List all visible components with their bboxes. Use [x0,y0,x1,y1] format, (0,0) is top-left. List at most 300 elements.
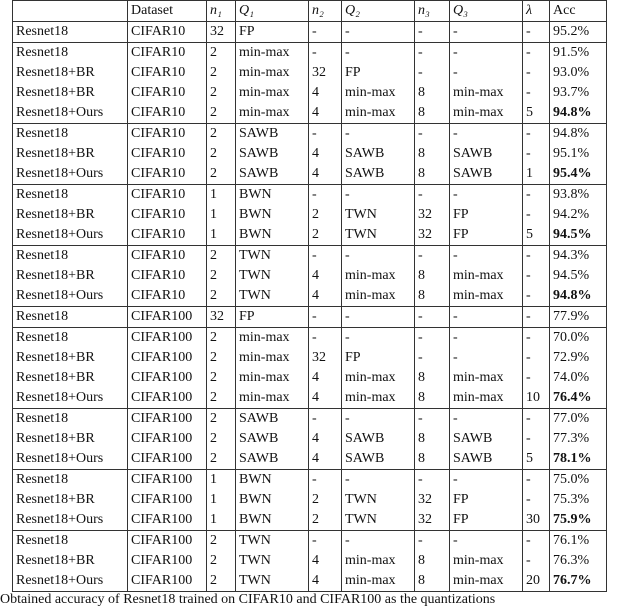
cell-lambda: 1 [523,164,550,185]
cell-n2: 4 [309,266,342,286]
cell-dataset: CIFAR100 [128,571,207,592]
cell-q2: - [342,328,415,349]
table-row [13,144,607,164]
cell-n2: - [309,531,342,552]
cell-q2: TWN [342,205,415,225]
cell-q1: BWN [236,490,309,510]
header-row [13,1,607,22]
cell-q2: - [342,307,415,328]
cell-dataset: CIFAR10 [128,225,207,246]
cell-lambda: - [523,470,550,491]
cell-acc: 76.4% [550,388,607,409]
cell-n3: 8 [415,144,450,164]
cell-dataset: CIFAR10 [128,124,207,145]
cell-q2: SAWB [342,164,415,185]
table-row [13,429,607,449]
cell-acc: 70.0% [550,328,607,349]
cell-lambda: - [523,348,550,368]
table-row [13,571,607,592]
cell-lambda: 5 [523,225,550,246]
cell-acc: 94.3% [550,246,607,267]
cell-n3: - [415,124,450,145]
cell-n1: 2 [207,144,236,164]
cell-dataset: CIFAR10 [128,205,207,225]
table-row [13,409,607,430]
cell-q2: min-max [342,286,415,307]
cell-dataset: CIFAR10 [128,43,207,64]
cell-method: Resnet18 [13,307,128,328]
cell-lambda: - [523,286,550,307]
header-n2: n₂ [309,1,342,22]
cell-q2: FP [342,348,415,368]
header-q3: Q₃ [450,1,523,22]
cell-method: Resnet18 [13,43,128,64]
cell-q3: FP [450,225,523,246]
cell-q1: BWN [236,510,309,531]
cell-lambda: - [523,43,550,64]
table-row [13,185,607,206]
cell-n3: - [415,185,450,206]
cell-n2: 4 [309,144,342,164]
cell-q2: TWN [342,225,415,246]
cell-q3: FP [450,490,523,510]
cell-q3: - [450,307,523,328]
cell-method: Resnet18+BR [13,368,128,388]
cell-acc: 94.8% [550,124,607,145]
cell-method: Resnet18+BR [13,63,128,83]
cell-q3: SAWB [450,144,523,164]
cell-lambda: - [523,490,550,510]
cell-n1: 2 [207,449,236,470]
cell-q2: min-max [342,83,415,103]
cell-q3: - [450,246,523,267]
cell-lambda: - [523,409,550,430]
cell-lambda: - [523,266,550,286]
table-row [13,266,607,286]
cell-n2: 4 [309,83,342,103]
header-lambda: λ [523,1,550,22]
cell-acc: 77.9% [550,307,607,328]
cell-q2: min-max [342,368,415,388]
cell-q3: - [450,124,523,145]
cell-q2: min-max [342,551,415,571]
cell-q1: TWN [236,286,309,307]
cell-dataset: CIFAR100 [128,429,207,449]
cell-lambda: - [523,246,550,267]
table-row [13,368,607,388]
cell-n2: 2 [309,510,342,531]
cell-n2: 2 [309,225,342,246]
cell-q1: SAWB [236,124,309,145]
table-row [13,388,607,409]
cell-n1: 2 [207,103,236,124]
cell-n2: - [309,307,342,328]
cell-n3: 8 [415,388,450,409]
cell-q2: min-max [342,266,415,286]
cell-method: Resnet18+BR [13,266,128,286]
table-row [13,531,607,552]
cell-n1: 32 [207,22,236,43]
cell-q1: BWN [236,225,309,246]
table-row [13,470,607,491]
cell-q2: TWN [342,510,415,531]
cell-n3: - [415,63,450,83]
cell-method: Resnet18 [13,246,128,267]
cell-q3: FP [450,510,523,531]
table-row [13,205,607,225]
cell-n2: 4 [309,429,342,449]
cell-dataset: CIFAR10 [128,103,207,124]
cell-n3: 8 [415,571,450,592]
cell-n3: 32 [415,205,450,225]
cell-q2: min-max [342,571,415,592]
table-row [13,328,607,349]
cell-method: Resnet18 [13,328,128,349]
table-row [13,307,607,328]
cell-dataset: CIFAR100 [128,470,207,491]
cell-method: Resnet18 [13,22,128,43]
cell-n1: 1 [207,205,236,225]
results-table-body [13,1,607,592]
cell-q3: - [450,328,523,349]
cell-q1: min-max [236,103,309,124]
cell-method: Resnet18+Ours [13,571,128,592]
cell-q1: TWN [236,531,309,552]
cell-n2: 2 [309,490,342,510]
cell-dataset: CIFAR100 [128,328,207,349]
cell-n1: 2 [207,551,236,571]
cell-q3: min-max [450,83,523,103]
cell-q3: min-max [450,571,523,592]
cell-q1: TWN [236,246,309,267]
cell-n2: 32 [309,348,342,368]
cell-lambda: 5 [523,449,550,470]
cell-q2: SAWB [342,429,415,449]
cell-q1: SAWB [236,409,309,430]
cell-n1: 2 [207,286,236,307]
results-table [12,0,607,592]
cell-dataset: CIFAR10 [128,63,207,83]
table-row [13,43,607,64]
cell-q2: min-max [342,103,415,124]
cell-acc: 95.1% [550,144,607,164]
cell-q3: - [450,470,523,491]
cell-n1: 1 [207,185,236,206]
cell-q2: - [342,22,415,43]
cell-q3: SAWB [450,164,523,185]
cell-acc: 75.0% [550,470,607,491]
cell-q3: min-max [450,266,523,286]
cell-q1: min-max [236,348,309,368]
cell-n2: - [309,246,342,267]
cell-n1: 2 [207,164,236,185]
cell-n2: 4 [309,449,342,470]
cell-n1: 2 [207,429,236,449]
cell-n2: - [309,185,342,206]
cell-acc: 94.8% [550,286,607,307]
cell-n1: 2 [207,388,236,409]
header-n3: n₃ [415,1,450,22]
cell-q3: - [450,185,523,206]
cell-dataset: CIFAR100 [128,368,207,388]
cell-method: Resnet18+BR [13,490,128,510]
cell-lambda: - [523,124,550,145]
cell-method: Resnet18+Ours [13,449,128,470]
table-row [13,124,607,145]
cell-lambda: - [523,307,550,328]
cell-n2: - [309,124,342,145]
cell-n1: 2 [207,124,236,145]
table-row [13,449,607,470]
cell-acc: 94.8% [550,103,607,124]
table-row [13,490,607,510]
cell-q3: - [450,409,523,430]
cell-q2: - [342,531,415,552]
cell-q1: min-max [236,328,309,349]
cell-n3: - [415,328,450,349]
cell-q3: min-max [450,368,523,388]
cell-lambda: - [523,551,550,571]
cell-acc: 76.3% [550,551,607,571]
cell-lambda: 30 [523,510,550,531]
cell-method: Resnet18 [13,409,128,430]
cell-n2: 32 [309,63,342,83]
cell-q1: min-max [236,368,309,388]
cell-n2: - [309,409,342,430]
cell-lambda: - [523,205,550,225]
cell-q3: min-max [450,388,523,409]
cell-n1: 1 [207,510,236,531]
cell-method: Resnet18+BR [13,551,128,571]
table-row [13,551,607,571]
cell-n1: 2 [207,571,236,592]
cell-q1: min-max [236,43,309,64]
cell-n1: 2 [207,409,236,430]
cell-acc: 94.5% [550,266,607,286]
cell-n3: 8 [415,83,450,103]
cell-q3: min-max [450,551,523,571]
cell-n1: 2 [207,63,236,83]
cell-n1: 32 [207,307,236,328]
cell-n3: 32 [415,490,450,510]
table-row [13,164,607,185]
cell-q1: SAWB [236,144,309,164]
cell-q2: - [342,185,415,206]
cell-acc: 93.0% [550,63,607,83]
cell-n3: 32 [415,510,450,531]
cell-dataset: CIFAR100 [128,409,207,430]
cell-acc: 91.5% [550,43,607,64]
cell-q3: FP [450,205,523,225]
cell-q1: SAWB [236,449,309,470]
cell-method: Resnet18+Ours [13,103,128,124]
cell-n3: 8 [415,286,450,307]
cell-n3: - [415,43,450,64]
table-row [13,103,607,124]
cell-method: Resnet18+BR [13,83,128,103]
cell-method: Resnet18+Ours [13,510,128,531]
cell-q2: - [342,43,415,64]
cell-lambda: - [523,328,550,349]
cell-acc: 77.3% [550,429,607,449]
cell-q1: SAWB [236,164,309,185]
cell-dataset: CIFAR100 [128,307,207,328]
cell-q3: min-max [450,286,523,307]
table-row [13,348,607,368]
header-method [13,1,128,22]
cell-lambda: 5 [523,103,550,124]
cell-q1: min-max [236,388,309,409]
cell-n3: - [415,22,450,43]
cell-n1: 2 [207,83,236,103]
header-acc: Acc [550,1,607,22]
cell-dataset: CIFAR10 [128,83,207,103]
cell-dataset: CIFAR10 [128,164,207,185]
cell-n2: 4 [309,103,342,124]
cell-q2: TWN [342,490,415,510]
cell-n3: - [415,470,450,491]
cell-n1: 1 [207,470,236,491]
cell-dataset: CIFAR10 [128,22,207,43]
cell-n2: 2 [309,205,342,225]
table-caption: Obtained accuracy of Resnet18 trained on CIFAR10 and CIFAR100 as the quantizations [0,592,496,607]
cell-n1: 1 [207,225,236,246]
header-dataset: Dataset [128,1,207,22]
cell-q3: - [450,22,523,43]
cell-method: Resnet18 [13,185,128,206]
cell-n2: - [309,43,342,64]
cell-n3: - [415,307,450,328]
cell-q3: SAWB [450,429,523,449]
cell-n3: 8 [415,368,450,388]
cell-acc: 95.2% [550,22,607,43]
cell-acc: 76.1% [550,531,607,552]
header-q1: Q₁ [236,1,309,22]
cell-n3: 8 [415,266,450,286]
cell-dataset: CIFAR100 [128,348,207,368]
table-row [13,286,607,307]
cell-method: Resnet18+Ours [13,164,128,185]
cell-n3: - [415,348,450,368]
cell-method: Resnet18+Ours [13,388,128,409]
cell-lambda: - [523,83,550,103]
cell-q1: FP [236,307,309,328]
cell-q2: min-max [342,388,415,409]
cell-dataset: CIFAR100 [128,449,207,470]
cell-dataset: CIFAR10 [128,246,207,267]
cell-lambda: 20 [523,571,550,592]
table-row [13,83,607,103]
cell-q1: BWN [236,205,309,225]
cell-acc: 93.7% [550,83,607,103]
cell-q2: SAWB [342,144,415,164]
cell-method: Resnet18 [13,124,128,145]
cell-q1: TWN [236,551,309,571]
cell-acc: 74.0% [550,368,607,388]
cell-dataset: CIFAR100 [128,388,207,409]
cell-q3: - [450,531,523,552]
cell-lambda: - [523,144,550,164]
cell-n2: 4 [309,164,342,185]
cell-n1: 2 [207,348,236,368]
cell-lambda: - [523,429,550,449]
cell-dataset: CIFAR10 [128,144,207,164]
cell-acc: 94.5% [550,225,607,246]
cell-dataset: CIFAR10 [128,286,207,307]
cell-acc: 76.7% [550,571,607,592]
cell-dataset: CIFAR10 [128,185,207,206]
cell-q1: min-max [236,83,309,103]
cell-q1: min-max [236,63,309,83]
cell-n1: 2 [207,531,236,552]
cell-dataset: CIFAR10 [128,266,207,286]
cell-lambda: - [523,22,550,43]
cell-n1: 2 [207,266,236,286]
cell-method: Resnet18+BR [13,348,128,368]
cell-n3: 8 [415,551,450,571]
cell-dataset: CIFAR100 [128,551,207,571]
cell-n2: 4 [309,551,342,571]
cell-lambda: - [523,185,550,206]
cell-n2: 4 [309,368,342,388]
cell-lambda: - [523,531,550,552]
cell-q2: SAWB [342,449,415,470]
cell-n1: 1 [207,490,236,510]
cell-n2: - [309,470,342,491]
cell-acc: 75.9% [550,510,607,531]
cell-n1: 2 [207,43,236,64]
cell-lambda: 10 [523,388,550,409]
cell-n2: 4 [309,571,342,592]
cell-q3: - [450,63,523,83]
cell-n3: 8 [415,103,450,124]
cell-q1: BWN [236,185,309,206]
cell-n3: - [415,246,450,267]
cell-n3: 8 [415,449,450,470]
cell-acc: 72.9% [550,348,607,368]
cell-q1: TWN [236,571,309,592]
cell-n2: 4 [309,388,342,409]
cell-method: Resnet18+Ours [13,225,128,246]
cell-n3: 8 [415,429,450,449]
table-row [13,63,607,83]
header-n1: n₁ [207,1,236,22]
cell-n3: 8 [415,164,450,185]
table-row [13,246,607,267]
cell-method: Resnet18+BR [13,144,128,164]
cell-q3: SAWB [450,449,523,470]
table-row [13,22,607,43]
cell-dataset: CIFAR100 [128,510,207,531]
cell-acc: 75.3% [550,490,607,510]
cell-n1: 2 [207,246,236,267]
cell-n3: - [415,531,450,552]
cell-q1: SAWB [236,429,309,449]
table-row [13,225,607,246]
cell-acc: 78.1% [550,449,607,470]
cell-method: Resnet18 [13,531,128,552]
cell-q3: min-max [450,103,523,124]
cell-q2: - [342,124,415,145]
cell-method: Resnet18+BR [13,429,128,449]
cell-q2: - [342,409,415,430]
cell-n1: 2 [207,368,236,388]
cell-n2: - [309,328,342,349]
cell-n3: 32 [415,225,450,246]
cell-acc: 77.0% [550,409,607,430]
cell-acc: 93.8% [550,185,607,206]
cell-q3: - [450,348,523,368]
